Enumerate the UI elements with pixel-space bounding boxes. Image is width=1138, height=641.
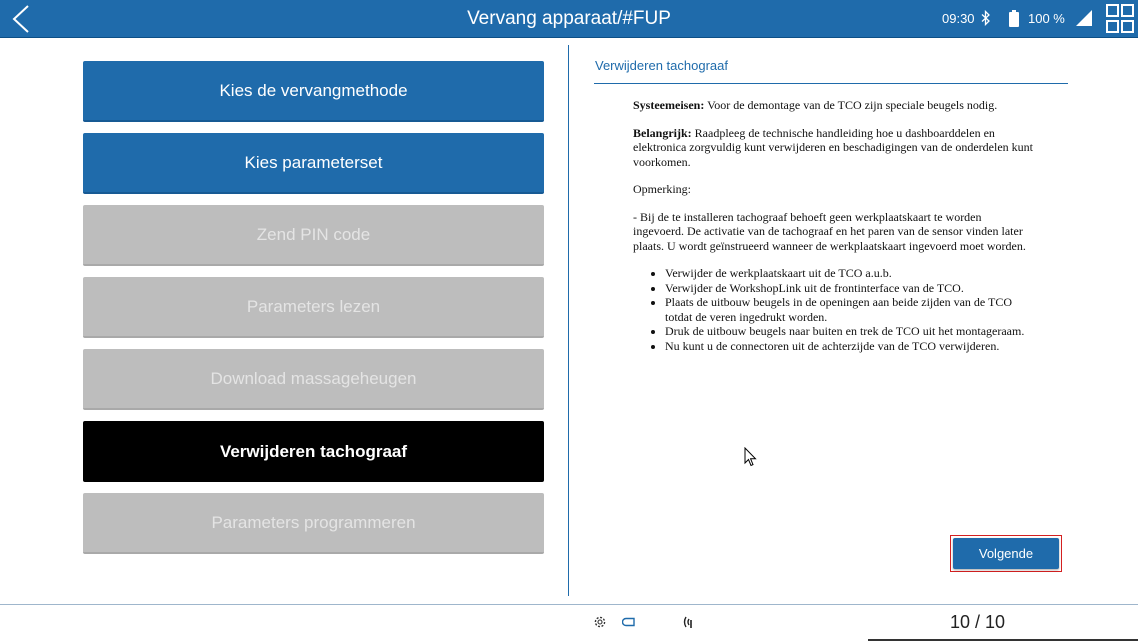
important-text: Raadpleeg de technische handleiding hoe u dashboarddelen en elektronica zorgvuldig kunt verwijderen en beschadigingen van de onderdelen kunt voorkomen.: [633, 125, 1033, 169]
connection-icon[interactable]: [622, 617, 636, 627]
step-label: Parameters lezen: [246, 296, 381, 316]
step-label: Kies parameterset: [244, 152, 383, 172]
step-label: Verwijderen tachograaf: [219, 441, 408, 461]
mouse-cursor-icon: [744, 447, 757, 467]
signal-icon: [1076, 10, 1092, 26]
note-text: - Bij de te installeren tachograaf behoeft geen werkplaatskaart te worden ingevoerd. De activatie van de tachograaf en het paren van de sensor vinden later plaats. U wordt geïnstrueerd wanneer de werkplaatskaart ingevoerd moet worden.: [633, 209, 1026, 253]
bottom-bar-rule: [0, 604, 1138, 605]
step-zend-pin-code[interactable]: [83, 205, 544, 266]
list-item: • Nu kunt u de connectoren uit de achterzijde van de TCO verwijderen.: [665, 339, 1033, 354]
step-parameters-programmeren[interactable]: [83, 493, 544, 554]
chevron-left-icon[interactable]: [6, 3, 36, 35]
step-list: [83, 61, 544, 565]
list-item: • Plaats de uitbouw beugels in de openingen aan beide zijden van de TCO totdat de veren ingedrukt worden.: [665, 295, 1033, 324]
step-label: Download massageheugen: [210, 368, 417, 388]
panel-title: Verwijderen tachograaf: [595, 58, 728, 73]
step-label: Parameters programmeren: [211, 512, 416, 532]
panel-divider: [568, 45, 569, 596]
step-download-massageheugen[interactable]: [83, 349, 544, 410]
step-parameters-lezen[interactable]: [83, 277, 544, 338]
step-kies-vervangmethode[interactable]: [83, 61, 544, 122]
step-verwijderen-tachograaf[interactable]: [83, 421, 544, 482]
bluetooth-icon: [981, 10, 991, 26]
step-label: Kies de vervangmethode: [219, 80, 408, 100]
important-paragraph: [633, 126, 1033, 170]
next-button-highlight: [950, 535, 1062, 572]
instruction-list: [633, 266, 1033, 353]
battery-icon: [1009, 10, 1019, 27]
requirements-label: Systeemeisen:: [633, 98, 705, 112]
status-battery: 100 %: [1028, 11, 1065, 26]
note-label: Opmerking:: [633, 182, 691, 196]
panel-title-rule: [594, 83, 1068, 84]
important-label: Belangrijk:: [633, 125, 692, 140]
wifi-icon: [683, 615, 695, 629]
header-bar: [0, 0, 1138, 38]
requirements-paragraph: [633, 98, 1033, 113]
gear-icon[interactable]: [593, 615, 607, 629]
page-title: Vervang apparaat/#FUP: [467, 8, 671, 29]
next-button[interactable]: Volgende: [953, 538, 1059, 569]
list-item: • Verwijder de WorkshopLink uit de frontinterface van de TCO.: [665, 281, 1033, 296]
step-label: Zend PIN code: [256, 224, 371, 244]
status-time: 09:30: [942, 11, 975, 26]
requirements-text: Voor de demontage van de TCO zijn speciale beugels nodig.: [704, 98, 998, 112]
instructions-content: [633, 98, 1033, 353]
list-item: • Verwijder de werkplaatskaart uit de TCO a.u.b.: [665, 266, 1033, 281]
step-kies-parameterset[interactable]: [83, 133, 544, 194]
list-item: • Druk de uitbouw beugels naar buiten en trek de TCO uit het montageraam.: [665, 324, 1033, 339]
grid-icon[interactable]: [1106, 4, 1134, 33]
page-counter: 10 / 10: [950, 612, 1006, 632]
